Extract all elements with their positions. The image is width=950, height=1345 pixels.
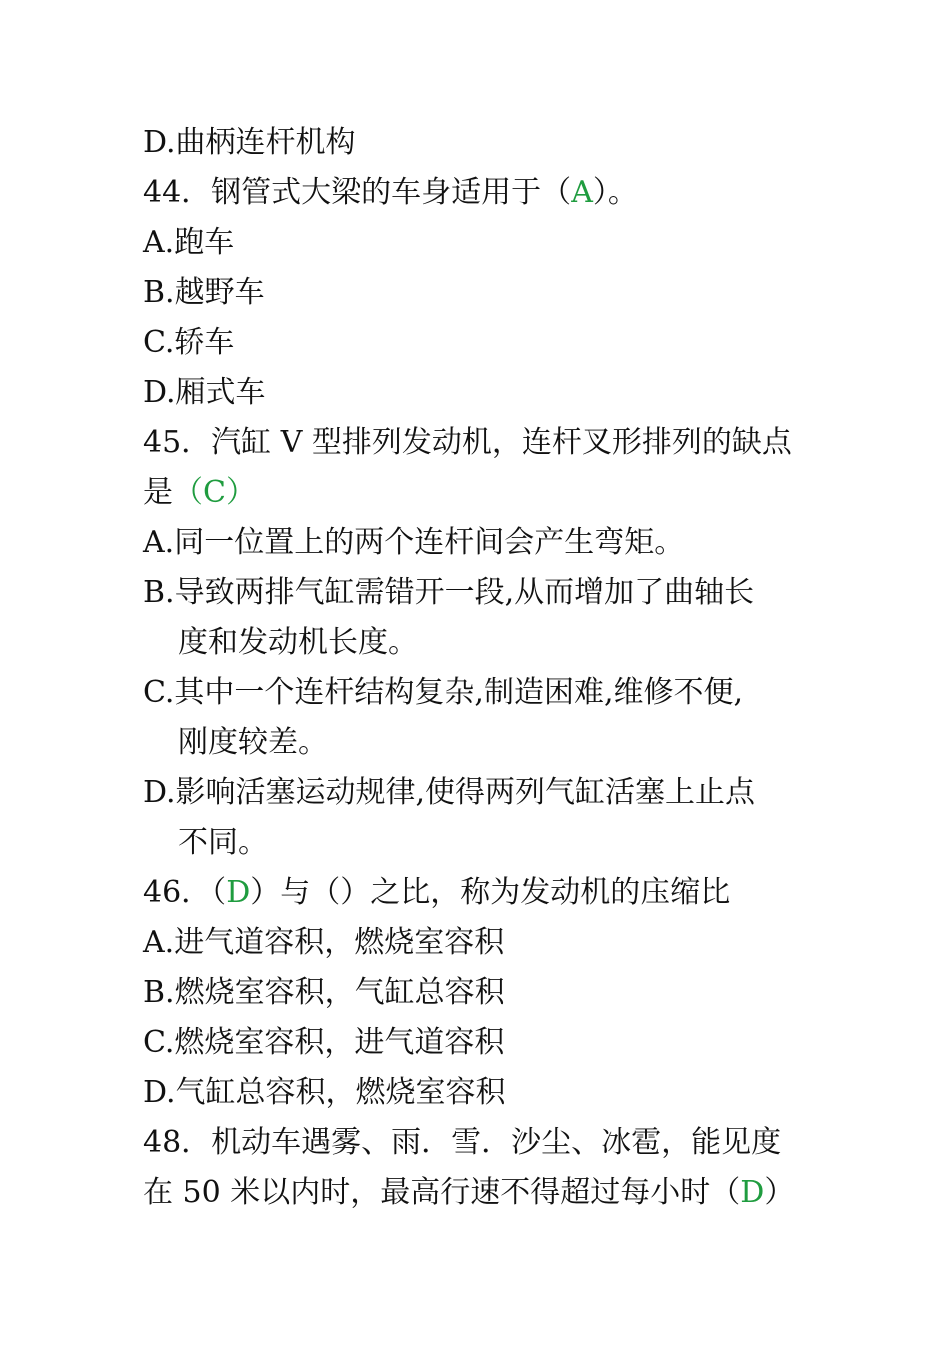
question-44: 44．钢管式大梁的车身适用于（A）。: [143, 175, 638, 210]
option-44-c: C.轿车: [143, 325, 235, 360]
option-45-b-line-1: B.导致两排气缸需错开一段,从而增加了曲轴长: [143, 575, 755, 610]
option-45-d-line-2: 不同。: [178, 825, 268, 860]
answer-44: A: [571, 175, 593, 210]
question-45-line-1: 45．汽缸 V 型排列发动机，连杆叉形排列的缺点: [143, 425, 792, 460]
option-46-b: B.燃烧室容积，气缸总容积: [143, 975, 505, 1010]
option-44-b: B.越野车: [143, 275, 265, 310]
question-46: 46．（D）与（）之比，称为发动机的庒缩比: [143, 875, 731, 910]
answer-45: （C）: [173, 475, 256, 510]
option-44-d: D.厢式车: [143, 375, 266, 410]
option-46-a: A.进气道容积，燃烧室容积: [143, 925, 505, 960]
answer-48: D: [740, 1175, 765, 1210]
option-d-prev: D.曲柄连杆机构: [143, 125, 356, 160]
option-45-a: A.同一位置上的两个连杆间会产生弯矩。: [143, 525, 685, 560]
option-45-b-line-2: 度和发动机长度。: [178, 625, 418, 660]
option-46-c: C.燃烧室容积，进气道容积: [143, 1025, 505, 1060]
option-45-d-line-1: D.影响活塞运动规律,使得两列气缸活塞上止点: [143, 775, 756, 810]
option-45-c-line-1: C.其中一个连杆结构复杂,制造困难,维修不便,: [143, 675, 744, 710]
option-44-a: A.跑车: [143, 225, 235, 260]
answer-46: D: [226, 875, 251, 910]
question-48-line-1: 48．机动车遇雾、雨．雪．沙尘、冰雹，能见度: [143, 1125, 782, 1160]
question-45-line-2: 是（C）: [143, 475, 256, 510]
option-45-c-line-2: 刚度较差。: [178, 725, 328, 760]
option-46-d: D.气缸总容积，燃烧室容积: [143, 1075, 506, 1110]
question-48-line-2: 在 50 米以内时，最高行速不得超过每小时（D）: [143, 1175, 795, 1210]
